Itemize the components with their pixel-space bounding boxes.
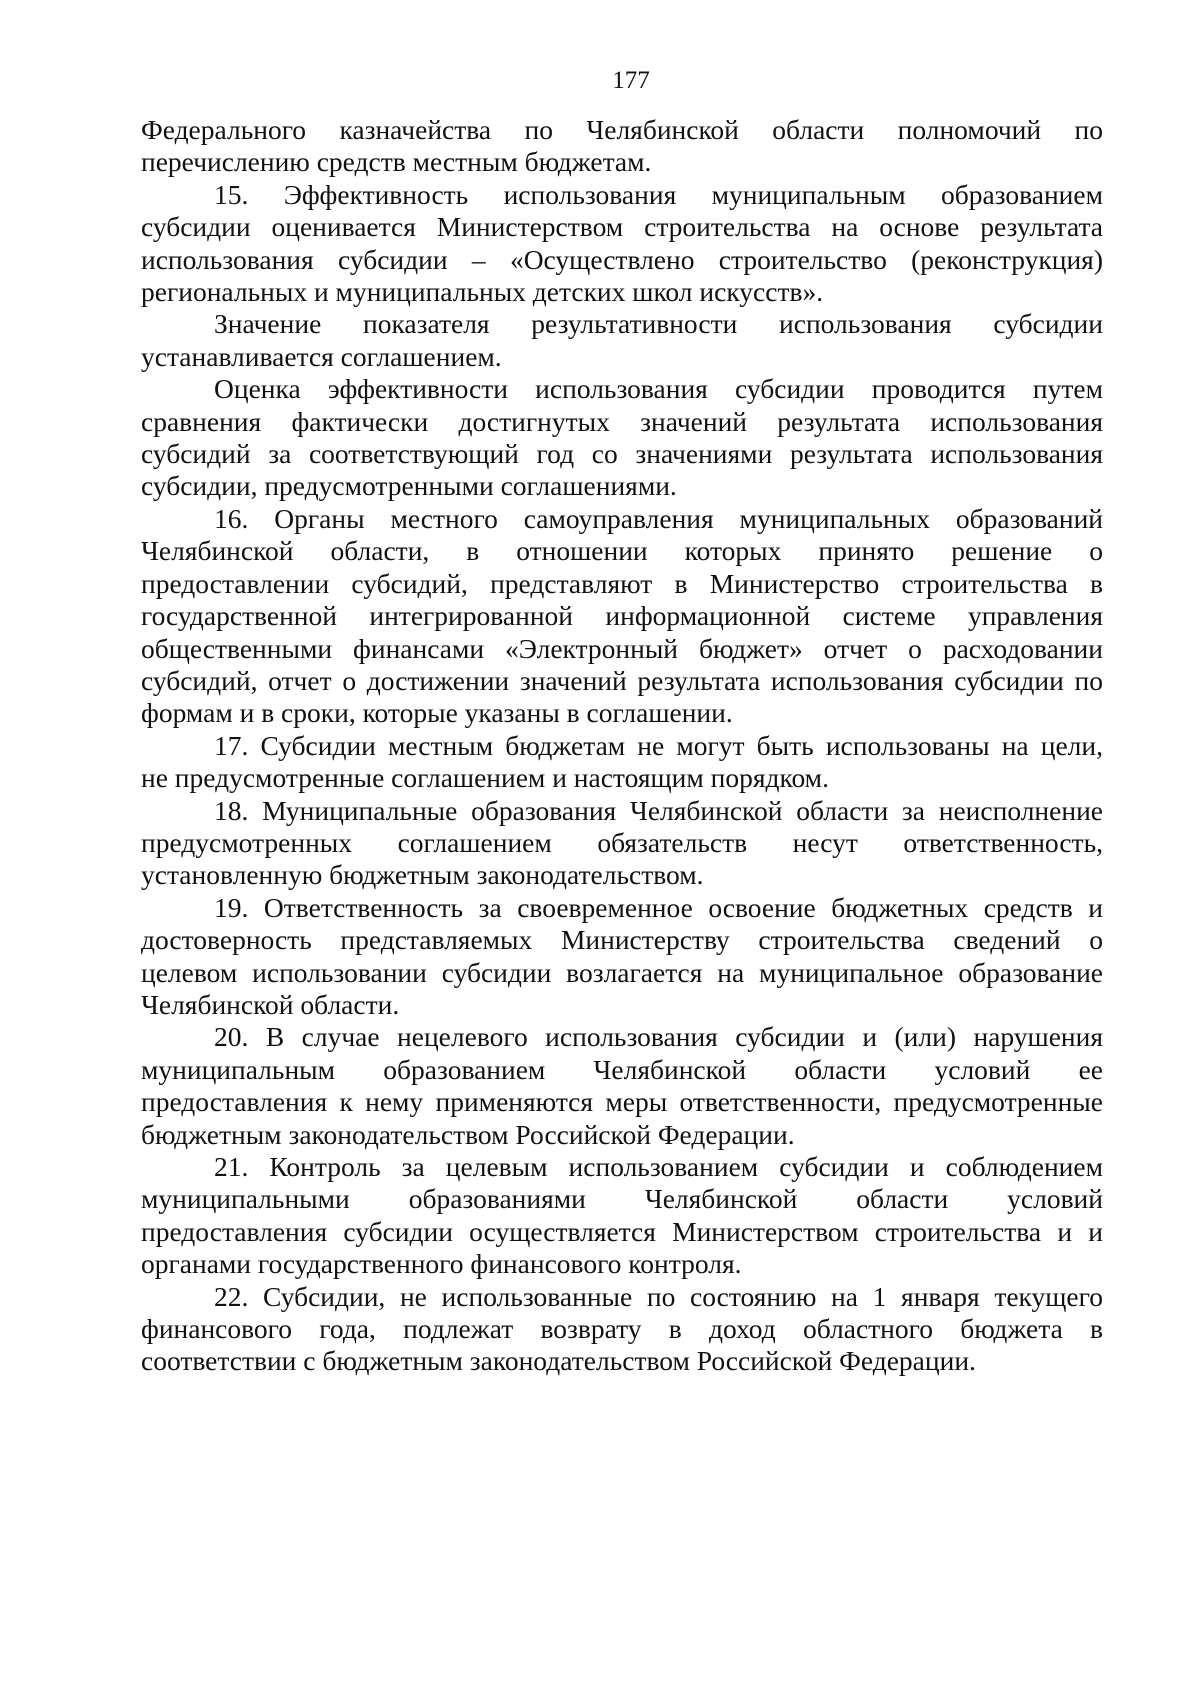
paragraph-p20: [141, 1021, 1103, 1151]
text-line: 15. Эффективность использования муниципальным образованием: [214, 178, 1103, 210]
text-line: устанавливается соглашением.: [141, 340, 502, 372]
text-line: 20. В случае нецелевого использования субсидии и (или) нарушения: [214, 1021, 1103, 1053]
paragraph-p15-value: [141, 308, 1103, 373]
text-line: бюджетным законодательством Российской Федерации.: [141, 1118, 795, 1150]
text-line: субсидий за соответствующий год со значениями результата использования: [141, 438, 1103, 470]
paragraph-p18: [141, 795, 1103, 892]
text-line: субсидии оценивается Министерством строительства на основе результата: [141, 211, 1103, 243]
text-line: установленную бюджетным законодательством.: [141, 859, 704, 891]
text-line: 19. Ответственность за своевременное освоение бюджетных средств и: [214, 891, 1103, 923]
text-line: муниципальными образованиями Челябинской области условий: [141, 1183, 1103, 1215]
text-line: 22. Субсидии, не использованные по состоянию на 1 января текущего: [214, 1280, 1103, 1312]
text-line: предоставления к нему применяются меры ответственности, предусмотренные: [141, 1086, 1103, 1118]
paragraph-p19: [141, 892, 1103, 1022]
text-line: 17. Субсидии местным бюджетам не могут быть использованы на цели,: [214, 729, 1103, 761]
paragraph-p16: [141, 503, 1103, 730]
text-line: региональных и муниципальных детских школ искусств».: [141, 276, 824, 308]
text-line: достоверность представляемых Министерству строительства сведений о: [141, 924, 1103, 956]
text-line: 16. Органы местного самоуправления муниципальных образований: [214, 502, 1103, 534]
text-line: целевом использовании субсидии возлагается на муниципальное образование: [141, 956, 1103, 988]
paragraph-continuation: [141, 114, 1103, 179]
text-line: предусмотренных соглашением обязательств несут ответственность,: [141, 826, 1103, 858]
text-line: органами государственного финансового контроля.: [141, 1248, 742, 1280]
text-line: не предусмотренные соглашением и настоящим порядком.: [141, 762, 829, 794]
paragraph-p15-assessment: [141, 373, 1103, 503]
text-line: Значение показателя результативности использования субсидии: [214, 308, 1103, 340]
text-line: финансового года, подлежат возврату в доход областного бюджета в: [141, 1313, 1103, 1345]
text-line: Челябинской области.: [141, 988, 400, 1020]
text-line: предоставления субсидии осуществляется Министерством строительства и и: [141, 1215, 1103, 1247]
paragraph-p15: [141, 179, 1103, 309]
text-line: субсидий, отчет о достижении значений результата использования субсидии по: [141, 664, 1103, 696]
text-line: Челябинской области, в отношении которых принято решение о: [141, 535, 1103, 567]
text-line: перечислению средств местным бюджетам.: [141, 146, 652, 178]
paragraph-p17: [141, 730, 1103, 795]
text-line: государственной интегрированной информационной системе управления: [141, 600, 1103, 632]
page-number: 177: [612, 67, 650, 94]
text-line: Федерального казначейства по Челябинской области полномочий по: [141, 114, 1103, 145]
text-line: использования субсидии – «Осуществлено строительство (реконструкция): [141, 243, 1103, 275]
paragraph-p22: [141, 1281, 1103, 1378]
paragraph-p21: [141, 1151, 1103, 1281]
text-line: 21. Контроль за целевым использованием субсидии и соблюдением: [214, 1151, 1103, 1182]
text-line: субсидии, предусмотренными соглашениями.: [141, 470, 677, 502]
text-line: муниципальным образованием Челябинской области условий ее: [141, 1053, 1103, 1085]
document-body: [141, 114, 1103, 1378]
text-line: формам и в сроки, которые указаны в соглашении.: [141, 697, 733, 729]
text-line: Оценка эффективности использования субсидии проводится путем: [214, 373, 1103, 405]
text-line: сравнения фактически достигнутых значений результата использования: [141, 405, 1103, 437]
text-line: предоставлении субсидий, представляют в Министерство строительства в: [141, 567, 1103, 599]
text-line: 18. Муниципальные образования Челябинской области за неисполнение: [214, 794, 1103, 826]
text-line: соответствии с бюджетным законодательством Российской Федерации.: [141, 1345, 976, 1377]
text-line: общественными финансами «Электронный бюджет» отчет о расходовании: [141, 632, 1103, 664]
